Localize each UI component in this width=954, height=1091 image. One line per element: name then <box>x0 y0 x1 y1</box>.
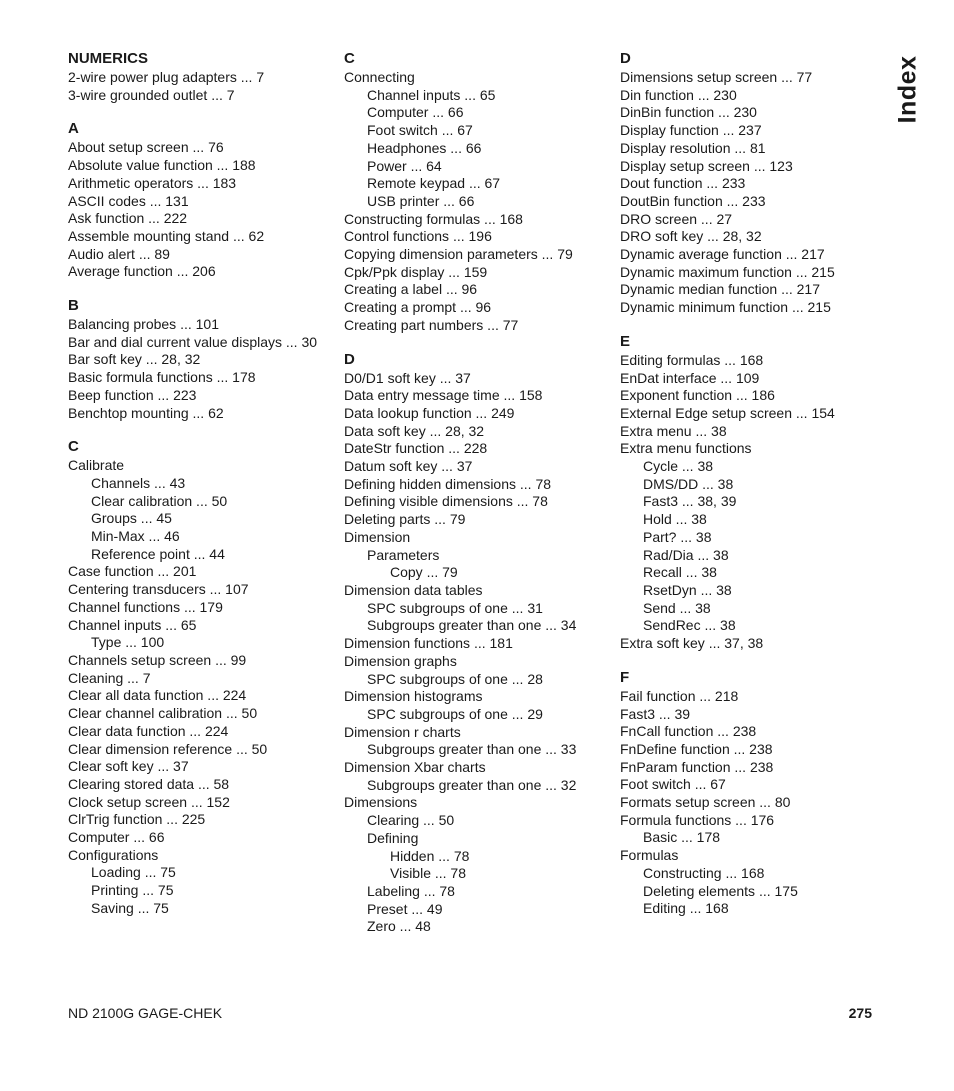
index-subentry: Foot switch ... 67 <box>367 122 473 139</box>
index-entry: Foot switch ... 67 <box>620 776 726 793</box>
index-entry: FnCall function ... 238 <box>620 723 757 740</box>
index-entry: Creating part numbers ... 77 <box>344 316 519 333</box>
index-entry: Dimension <box>344 528 411 545</box>
index-entry: Dimension Xbar charts <box>344 759 486 776</box>
index-entry: ClrTrig function ... 225 <box>68 811 206 828</box>
index-entry: Deleting parts ... 79 <box>344 511 466 528</box>
index-entry: Din function ... 230 <box>620 86 737 103</box>
index-entry: Dynamic minimum function ... 215 <box>620 299 831 316</box>
index-entry: Assemble mounting stand ... 62 <box>68 227 265 244</box>
index-entry: DinBin function ... 230 <box>620 104 757 121</box>
index-section <box>344 349 606 937</box>
index-subentry: Fast3 ... 38, 39 <box>643 493 737 510</box>
index-subentry: Copy ... 79 <box>390 564 458 581</box>
index-entry: Formulas <box>620 847 679 864</box>
index-entry: Dimensions <box>344 794 418 811</box>
index-entry: DoutBin function ... 233 <box>620 192 766 209</box>
section-heading: F <box>620 668 630 686</box>
index-entry: Dimension graphs <box>344 652 457 669</box>
index-entry: ASCII codes ... 131 <box>68 192 189 209</box>
index-entry: Datum soft key ... 37 <box>344 458 473 475</box>
section-heading: E <box>620 332 631 350</box>
index-entry: Channel functions ... 179 <box>68 598 223 615</box>
section-heading: C <box>68 438 79 456</box>
index-entry: Defining visible dimensions ... 78 <box>344 493 548 510</box>
index-entry: Fail function ... 218 <box>620 687 739 704</box>
index-entry: Basic formula functions ... 178 <box>68 369 256 386</box>
index-entry: Defining hidden dimensions ... 78 <box>344 475 552 492</box>
section-heading: NUMERICS <box>68 50 149 67</box>
index-entry: Copying dimension parameters ... 79 <box>344 246 573 263</box>
index-subentry: Constructing ... 168 <box>643 864 765 881</box>
index-subentry: Channel inputs ... 65 <box>367 86 496 103</box>
index-subentry: Subgroups greater than one ... 32 <box>367 776 577 793</box>
index-entry: 2-wire power plug adapters ... 7 <box>68 69 265 85</box>
index-entry: Display resolution ... 81 <box>620 139 766 156</box>
index-section <box>620 331 882 653</box>
index-subentry: SendRec ... 38 <box>643 617 736 634</box>
index-subentry: RsetDyn ... 38 <box>643 581 732 598</box>
index-entry: Balancing probes ... 101 <box>68 316 219 333</box>
index-entry: Dimension functions ... 181 <box>344 635 513 652</box>
index-subentry: DMS/DD ... 38 <box>643 475 734 492</box>
index-subentry: Computer ... 66 <box>367 104 464 121</box>
index-entry: Channel inputs ... 65 <box>68 616 197 633</box>
index-entry: Display setup screen ... 123 <box>620 157 793 174</box>
index-subentry: Zero ... 48 <box>367 918 431 935</box>
index-entry: DRO screen ... 27 <box>620 210 733 227</box>
index-subentry: Clearing ... 50 <box>367 812 455 829</box>
index-subentry: Rad/Dia ... 38 <box>643 546 729 563</box>
index-subentry: SPC subgroups of one ... 31 <box>367 599 543 616</box>
index-subentry: Remote keypad ... 67 <box>367 175 501 192</box>
index-section <box>344 48 606 335</box>
index-entry: Constructing formulas ... 168 <box>344 210 523 227</box>
index-entry: Exponent function ... 186 <box>620 387 775 404</box>
index-entry: Dynamic median function ... 217 <box>620 281 820 298</box>
index-entry: Dout function ... 233 <box>620 175 746 192</box>
index-entry: Dimension r charts <box>344 723 461 740</box>
index-section <box>68 295 330 422</box>
index-entry: Display function ... 237 <box>620 122 762 139</box>
index-subentry: Part? ... 38 <box>643 528 712 545</box>
index-entry: Formats setup screen ... 80 <box>620 794 791 811</box>
index-entry: Extra menu ... 38 <box>620 422 727 439</box>
index-subentry: Recall ... 38 <box>643 564 717 581</box>
index-entry: Clear channel calibration ... 50 <box>68 705 258 722</box>
footer-product-name: ND 2100G GAGE-CHEK <box>68 1005 223 1021</box>
index-entry: Clear dimension reference ... 50 <box>68 740 268 757</box>
index-entry: DateStr function ... 228 <box>344 440 488 457</box>
index-subentry: Deleting elements ... 175 <box>643 882 798 899</box>
index-section <box>68 118 330 281</box>
index-subentry: Labeling ... 78 <box>367 882 455 899</box>
index-entry: Ask function ... 222 <box>68 210 188 227</box>
index-column-2 <box>344 48 606 950</box>
section-heading: D <box>620 50 631 67</box>
index-entry: Formula functions ... 176 <box>620 811 775 828</box>
section-heading: B <box>68 297 79 315</box>
index-entry: About setup screen ... 76 <box>68 139 224 156</box>
index-entry: Clearing stored data ... 58 <box>68 775 230 792</box>
index-entry: Dimensions setup screen ... 77 <box>620 69 813 85</box>
index-subentry: Subgroups greater than one ... 34 <box>367 617 577 634</box>
index-entry: Dimension data tables <box>344 581 483 598</box>
index-entry: Creating a prompt ... 96 <box>344 299 492 316</box>
index-subentry: Min-Max ... 46 <box>91 528 180 545</box>
section-heading: D <box>344 350 355 368</box>
index-subentry: Headphones ... 66 <box>367 139 482 156</box>
index-column-3 <box>620 48 882 932</box>
index-entry: Channels setup screen ... 99 <box>68 651 247 668</box>
index-subentry: Groups ... 45 <box>91 510 172 527</box>
index-entry: Dynamic average function ... 217 <box>620 246 825 263</box>
index-entry: Configurations <box>68 846 159 863</box>
index-subentry: Power ... 64 <box>367 157 442 174</box>
index-subentry: Saving ... 75 <box>91 899 169 916</box>
index-subentry: Defining <box>367 829 419 846</box>
index-entry: Computer ... 66 <box>68 829 165 846</box>
index-entry: Clear all data function ... 224 <box>68 687 247 704</box>
section-heading: C <box>344 50 355 67</box>
index-section <box>620 48 882 317</box>
index-entry: Data lookup function ... 249 <box>344 404 515 421</box>
index-subentry: Subgroups greater than one ... 33 <box>367 741 577 758</box>
index-subentry: Editing ... 168 <box>643 900 729 917</box>
index-column-1 <box>68 48 330 932</box>
index-subentry: Cycle ... 38 <box>643 458 714 475</box>
index-entry: Dynamic maximum function ... 215 <box>620 263 835 280</box>
index-entry: EnDat interface ... 109 <box>620 369 760 386</box>
index-entry: Clock setup screen ... 152 <box>68 793 230 810</box>
index-entry: Arithmetic operators ... 183 <box>68 174 237 191</box>
index-entry: D0/D1 soft key ... 37 <box>344 369 471 386</box>
index-entry: Creating a label ... 96 <box>344 281 478 298</box>
index-entry: External Edge setup screen ... 154 <box>620 404 835 421</box>
index-subentry: Hold ... 38 <box>643 511 707 528</box>
index-entry: Cpk/Ppk display ... 159 <box>344 263 488 280</box>
index-subentry: Basic ... 178 <box>643 829 721 846</box>
index-entry: Average function ... 206 <box>68 263 216 280</box>
index-entry: Calibrate <box>68 457 125 474</box>
index-entry: Control functions ... 196 <box>344 228 492 245</box>
index-subentry: Preset ... 49 <box>367 900 443 917</box>
index-subentry: SPC subgroups of one ... 28 <box>367 670 543 687</box>
index-section <box>68 48 330 104</box>
index-side-tab <box>884 52 932 126</box>
index-subentry: Loading ... 75 <box>91 864 176 881</box>
index-subentry: USB printer ... 66 <box>367 192 475 209</box>
index-section <box>620 667 882 918</box>
index-entry: Clear data function ... 224 <box>68 722 229 739</box>
index-entry: Centering transducers ... 107 <box>68 581 249 598</box>
index-entry: Cleaning ... 7 <box>68 669 151 686</box>
index-entry: Bar soft key ... 28, 32 <box>68 351 201 368</box>
index-entry: Bar and dial current value displays ... 30 <box>68 333 318 350</box>
index-entry: 3-wire grounded outlet ... 7 <box>68 86 235 103</box>
side-tab-label: Index <box>893 55 922 123</box>
index-entry: FnDefine function ... 238 <box>620 740 773 757</box>
page-number: 275 <box>848 1005 872 1021</box>
index-entry: Data soft key ... 28, 32 <box>344 422 485 439</box>
index-entry: Dimension histograms <box>344 688 483 705</box>
index-entry: DRO soft key ... 28, 32 <box>620 228 762 245</box>
index-subentry: Channels ... 43 <box>91 474 186 491</box>
section-heading: A <box>68 120 79 138</box>
index-entry: Editing formulas ... 168 <box>620 351 764 368</box>
index-subentry: Hidden ... 78 <box>390 847 470 864</box>
index-subentry: Type ... 100 <box>91 634 165 651</box>
index-entry: Fast3 ... 39 <box>620 705 691 722</box>
index-entry: Beep function ... 223 <box>68 386 197 403</box>
index-subentry: Reference point ... 44 <box>91 545 225 562</box>
index-entry: Case function ... 201 <box>68 563 197 580</box>
index-entry: Connecting <box>344 69 415 85</box>
index-entry: Clear soft key ... 37 <box>68 758 189 775</box>
index-entry: Audio alert ... 89 <box>68 245 170 262</box>
index-section <box>68 436 330 917</box>
index-entry: Data entry message time ... 158 <box>344 387 543 404</box>
index-subentry: Send ... 38 <box>643 599 711 616</box>
index-subentry: Clear calibration ... 50 <box>91 492 228 509</box>
index-entry: FnParam function ... 238 <box>620 758 774 775</box>
index-subentry: Visible ... 78 <box>390 865 467 882</box>
index-subentry: SPC subgroups of one ... 29 <box>367 705 543 722</box>
index-entry: Extra menu functions <box>620 440 752 457</box>
index-entry: Absolute value function ... 188 <box>68 157 256 174</box>
index-subentry: Parameters <box>367 546 440 563</box>
index-entry: Extra soft key ... 37, 38 <box>620 635 764 652</box>
index-entry: Benchtop mounting ... 62 <box>68 404 224 421</box>
index-subentry: Printing ... 75 <box>91 882 174 899</box>
